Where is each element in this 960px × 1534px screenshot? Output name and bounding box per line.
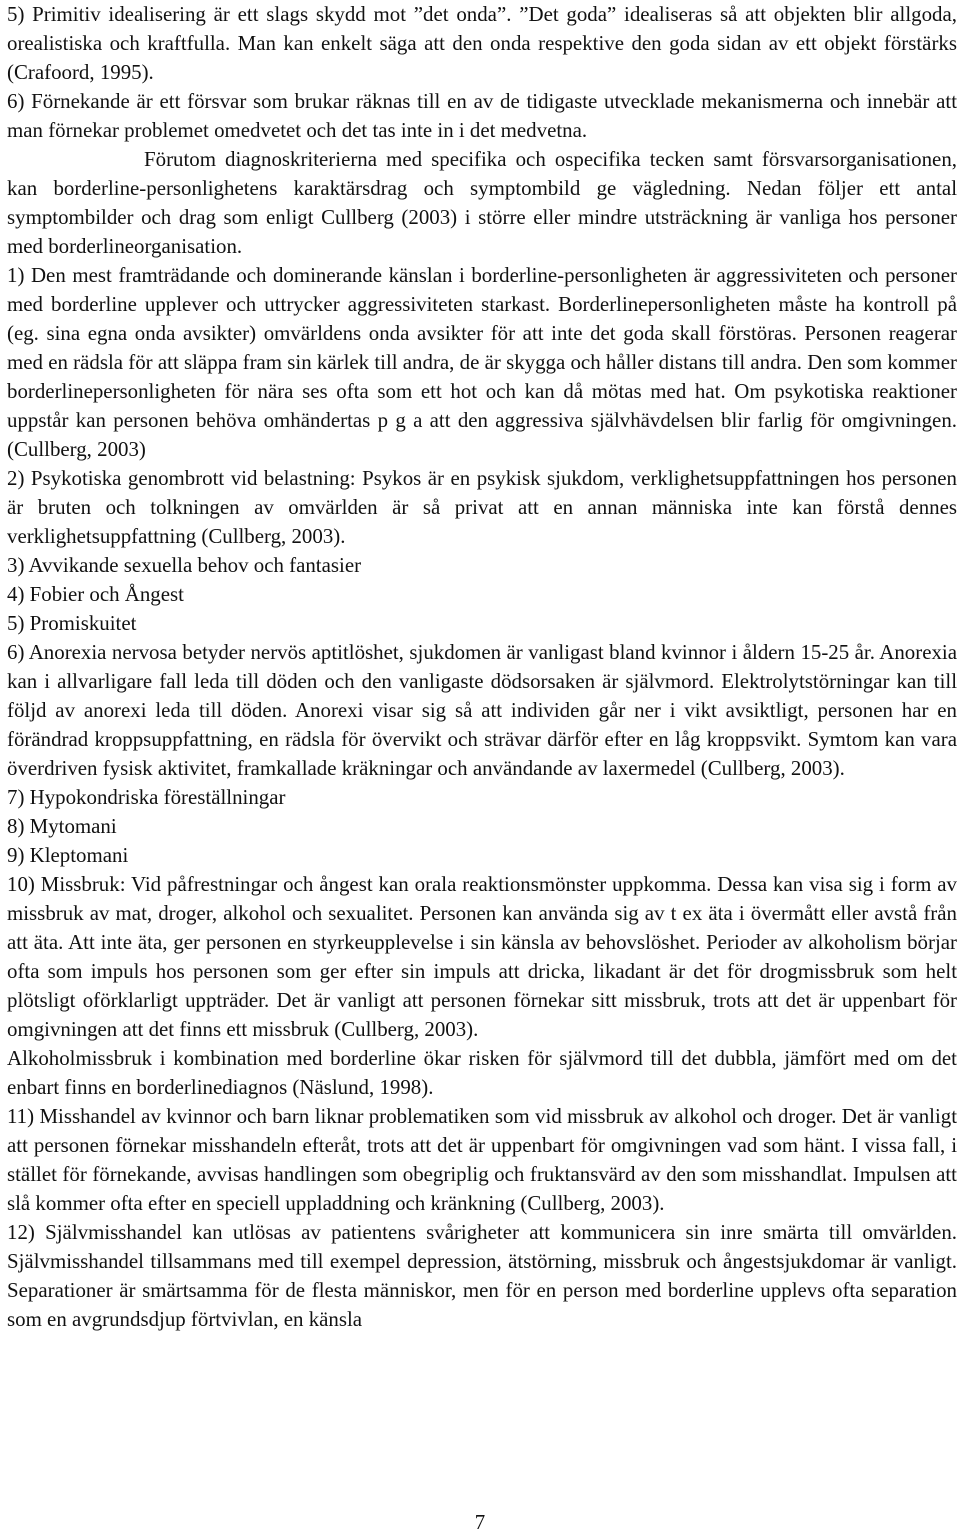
- paragraph-anorexia: 6) Anorexia nervosa betyder nervös aptitlöshet, sjukdomen är vanligast bland kvinnor i åldern 15-25 år. Anorexia kan i allvarligare fall leda till döden och den vanligaste dödsorsaken är självmord. Elektrolytstörningar kan till följd av anorexi leda till döden. Anorexi visar sig så att individen går ner i vikt avsiktligt, personen har en förändrad kroppsuppfattning, en rädsla för övervikt och strävar därför efter en låg kroppsvikt. Symtom kan vara överdriven fysisk aktivitet, framkallade kräkningar och användande av laxermedel (Cullberg, 2003).: [7, 640, 957, 780]
- paragraph-denial: 6) Förnekande är ett försvar som brukar räknas till en av de tidigaste utvecklade mekanismerna och innebär att man förnekar problemet omedvetet och det tas inte in i det medvetna.: [7, 89, 957, 142]
- list-item-mythomania: 8) Mytomani: [7, 814, 117, 838]
- list-item-promiscuity: 5) Promiskuitet: [7, 611, 137, 635]
- list-item-sexual-needs: 3) Avvikande sexuella behov och fantasier: [7, 553, 362, 577]
- list-item-hypochondria: 7) Hypokondriska föreställningar: [7, 785, 286, 809]
- paragraph-self-harm: 12) Självmisshandel kan utlösas av patientens svårigheter att kommunicera sin inre smärta till omvärlden. Självmisshandel tillsammans med till exempel depression, ätstörning, missbruk och ångestsjukdomar är vanligt. Separationer är smärtsamma för de flesta människor, men för en person med borderline upplevs ofta separation som en avgrundsdjup förtvivlan, en känsla: [7, 1220, 957, 1331]
- paragraph-aggression: 1) Den mest framträdande och dominerande känslan i borderline-personligheten är aggressiviteten och personer med borderline upplever och uttrycker aggressiviteten starkast. Borderlinepersonligheten måste ha kontroll på (eg. sina egna onda avsikter) omvärldens onda avsikter för att inte det goda skall förstöras. Personen reagerar med en rädsla för att släppa fram sin kärlek till andra, de är skygga och håller distans till andra. Den som kommer borderlinepersonligheten för nära ses ofta som ett hot och kan då mötas med hat. Om psykotiska reaktioner uppstår kan personen behöva omhändertas p g a att den aggressiva självhävdelsen blir farlig för omgivningen. (Cullberg, 2003): [7, 263, 957, 461]
- paragraph-alcohol-abuse: Alkoholmissbruk i kombination med borderline ökar risken för självmord till det dubbla, jämfört med om det enbart finns en borderlinediagnos (Näslund, 1998).: [7, 1046, 957, 1099]
- paragraph-primitive-idealization: 5) Primitiv idealisering är ett slags skydd mot ”det onda”. ”Det goda” idealiseras så att objekten blir allgoda, orealistiska och kraftfulla. Man kan enkelt säga att den onda respektive den goda sidan av ett objekt förstärks (Crafoord, 1995).: [7, 2, 957, 84]
- document-body: [7, 0, 957, 1334]
- paragraph-domestic-abuse: 11) Misshandel av kvinnor och barn liknar problematiken som vid missbruk av alkohol och droger. Det är vanligt att personen förnekar misshandeln efteråt, trots att det är uppenbart för omgivningen vad som hänt. I vissa fall, i stället för förnekande, avvisas handlingen som obegriplig och fruktansvärd av den som misshandlat. Impulsen att slå kommer ofta efter en speciell uppladdning och kränkning (Cullberg, 2003).: [7, 1104, 957, 1215]
- paragraph-intro-symptoms: Förutom diagnoskriterierna med specifika och ospecifika tecken samt försvarsorganisationen, kan borderline-personlighetens karaktärsdrag och symptombild ge vägledning. Nedan följer ett antal symptombilder och drag som enligt Cullberg (2003) i större eller mindre utsträckning är vanliga hos personer med borderlineorganisation.: [7, 147, 957, 258]
- paragraph-psychotic-breakthrough: 2) Psykotiska genombrott vid belastning: Psykos är en psykisk sjukdom, verklighetsuppfattningen hos personen är bruten och tolkningen av omvärlden är så privat att en annan människa inte kan förstå dennes verklighetsuppfattning (Cullberg, 2003).: [7, 466, 957, 548]
- page-number: 7: [474, 1510, 486, 1534]
- paragraph-substance-abuse: 10) Missbruk: Vid påfrestningar och ångest kan orala reaktionsmönster uppkomma. Dessa kan visa sig i form av missbruk av mat, droger, alkohol och sexualitet. Personen kan använda sig av t ex äta i övermått eller avstå från att äta. Att inte äta, ger personen en styrkeupplevelse i sin känsla av behovslöshet. Perioder av alkoholism börjar ofta som impuls hos personen som ger efter sin impuls att dricka, likadant är det för drogmissbruk som helt plötsligt oförklarligt uppträder. Det är vanligt att personen förnekar sitt missbruk, trots att det är uppenbart för omgivningen att det finns ett missbruk (Cullberg, 2003).: [7, 872, 957, 1041]
- list-item-phobias: 4) Fobier och Ångest: [7, 582, 184, 606]
- list-item-kleptomania: 9) Kleptomani: [7, 843, 129, 867]
